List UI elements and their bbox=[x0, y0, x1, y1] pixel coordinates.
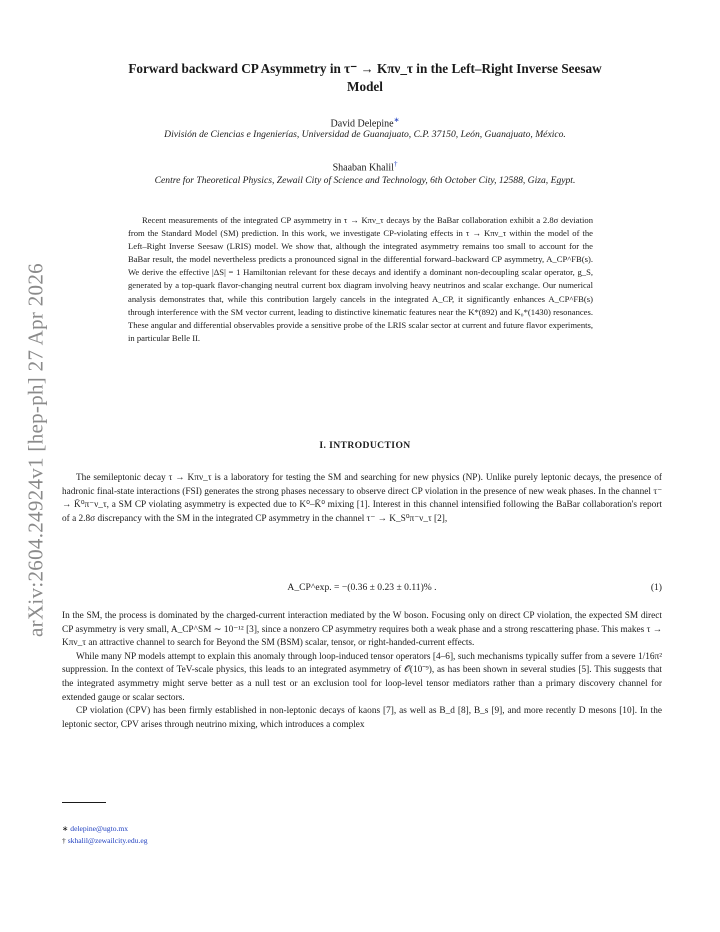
author-2-name: Shaaban Khalil bbox=[332, 162, 394, 174]
author-2-footnote-mark[interactable]: † bbox=[393, 160, 398, 168]
intro-paragraph-3: While many NP models attempt to explain this anomaly through loop-induced tensor operators [4–6], such mechanisms typically suffer from a severe 1/16π² suppression. In the context of TeV-scale physics, this leads to an integrated asymmetry of 𝒪(10⁻⁹), as has been shown in several studies [5]. This suggests that the integrated asymmetry might serve better as a null test or an exclusion tool for loop-level tensor mediators rather than a primary discovery channel for extended gauge or scalar sectors. bbox=[62, 651, 662, 703]
author-1 bbox=[70, 116, 660, 129]
footnote-2-mark: † bbox=[62, 836, 66, 845]
author-1-name: David Delepine bbox=[330, 118, 394, 130]
paper-title bbox=[70, 60, 660, 96]
equation-1-number: (1) bbox=[650, 582, 662, 593]
author-1-footnote-mark[interactable]: ∗ bbox=[393, 116, 400, 124]
intro-paragraph-1 bbox=[62, 472, 662, 526]
intro-paragraph-2: In the SM, the process is dominated by the charged-current interaction mediated by the W boson. Focusing only on direct CP violation, the expected SM direct CP asymmetry is very small, A_CP^SM ∼ 10⁻¹² [3], since a nonzero CP asymmetry requires both a weak phase and a strong rescattering phase. This makes τ → Kπν_τ an attractive channel to search for Beyond the SM (BSM) scalar, tensor, or right-handed-current effects. bbox=[62, 611, 662, 649]
footnote-1-mark: ∗ bbox=[62, 824, 69, 833]
author-1-affiliation: División de Ciencias e Ingenierías, Universidad de Guanajuato, C.P. 37150, León, Guanajuato, México. bbox=[164, 129, 566, 140]
arxiv-identifier: arXiv:2604.24924v1 [hep-ph] 27 Apr 2026 bbox=[23, 263, 48, 637]
footnote-2-email-link[interactable]: skhalil@zewailcity.edu.eg bbox=[67, 836, 148, 845]
equation-1 bbox=[62, 582, 662, 598]
equation-1-body: A_CP^exp. = −(0.36 ± 0.23 ± 0.11)% . bbox=[287, 582, 437, 593]
author-2 bbox=[70, 160, 660, 173]
footnote-rule bbox=[62, 802, 106, 803]
footnote-1-email-link[interactable]: delepine@ugto.mx bbox=[70, 824, 129, 833]
title-line-2: Model bbox=[347, 79, 383, 94]
footnote-2 bbox=[62, 836, 148, 845]
author-2-affiliation: Centre for Theoretical Physics, Zewail City of Science and Technology, 6th October City, 12588, Giza, Egypt. bbox=[154, 175, 576, 186]
title-line-1: Forward backward CP Asymmetry in τ⁻ → Kπν_τ in the Left–Right Inverse Seesaw bbox=[128, 61, 602, 76]
footnote-1 bbox=[62, 824, 128, 833]
section-heading-introduction: I. INTRODUCTION bbox=[319, 440, 411, 451]
arxiv-stamp bbox=[16, 240, 56, 660]
intro-paragraphs-2-4 bbox=[62, 610, 662, 732]
abstract: Recent measurements of the integrated CP asymmetry in τ → Kπν_τ decays by the BaBar collaboration exhibit a 2.8σ deviation from the Standard Model (SM) prediction. In this work, we investigate CP-violating effects in τ → Kπν_τ within the model of the Left–Right Inverse Seesaw (LRIS) model. We show that, although the integrated asymmetry remains too small to account for the BaBar result, the model nevertheless predicts a pronounced signal in the differential forward–backward CP asymmetry, A_CP^FB(s). We derive the effective |ΔS| = 1 Hamiltonian relevant for these decays and identify a dominant non-decoupling scalar operator, g_S, generated by a top-quark flavor-changing neutral current box diagram involving heavy neutrinos and scalar exchange. Our numerical analysis demonstrates that, while this contribution largely cancels in the integrated A_CP, it significantly enhances A_CP^FB(s) through interference with the SM vector current, leading to distinctive kinematic features near the K*(892) and K₀*(1430) resonances. These angular and differential observables provide a sensitive probe of the LRIS scalar sector at current and future flavor experiments, in particular Belle II. bbox=[128, 215, 593, 343]
intro-paragraph-4: CP violation (CPV) has been firmly established in non-leptonic decays of kaons [7], as well as B_d [8], B_s [9], and more recently D mesons [10]. In the leptonic sector, CPV arises through neutrino mixing, which introduces a complex bbox=[62, 706, 662, 730]
intro-paragraph-1-text: The semileptonic decay τ → Kπν_τ is a laboratory for testing the SM and searching for new physics (NP). Unlike purely leptonic decays, the presence of hadronic final-state interactions (FSI) generates the strong phases necessary to observe direct CP violation in the presence of new weak phases. In the channel τ⁻ → K̄⁰π⁻ν_τ, a SM CP violating asymmetry is expected due to K⁰–K̄⁰ mixing [1]. Interest in this channel intensified following the BaBar collaboration's report of a 2.8σ discrepancy with the SM in the integrated CP asymmetry in the channel τ⁻ → K_S⁰π⁻ν_τ [2], bbox=[62, 473, 662, 524]
